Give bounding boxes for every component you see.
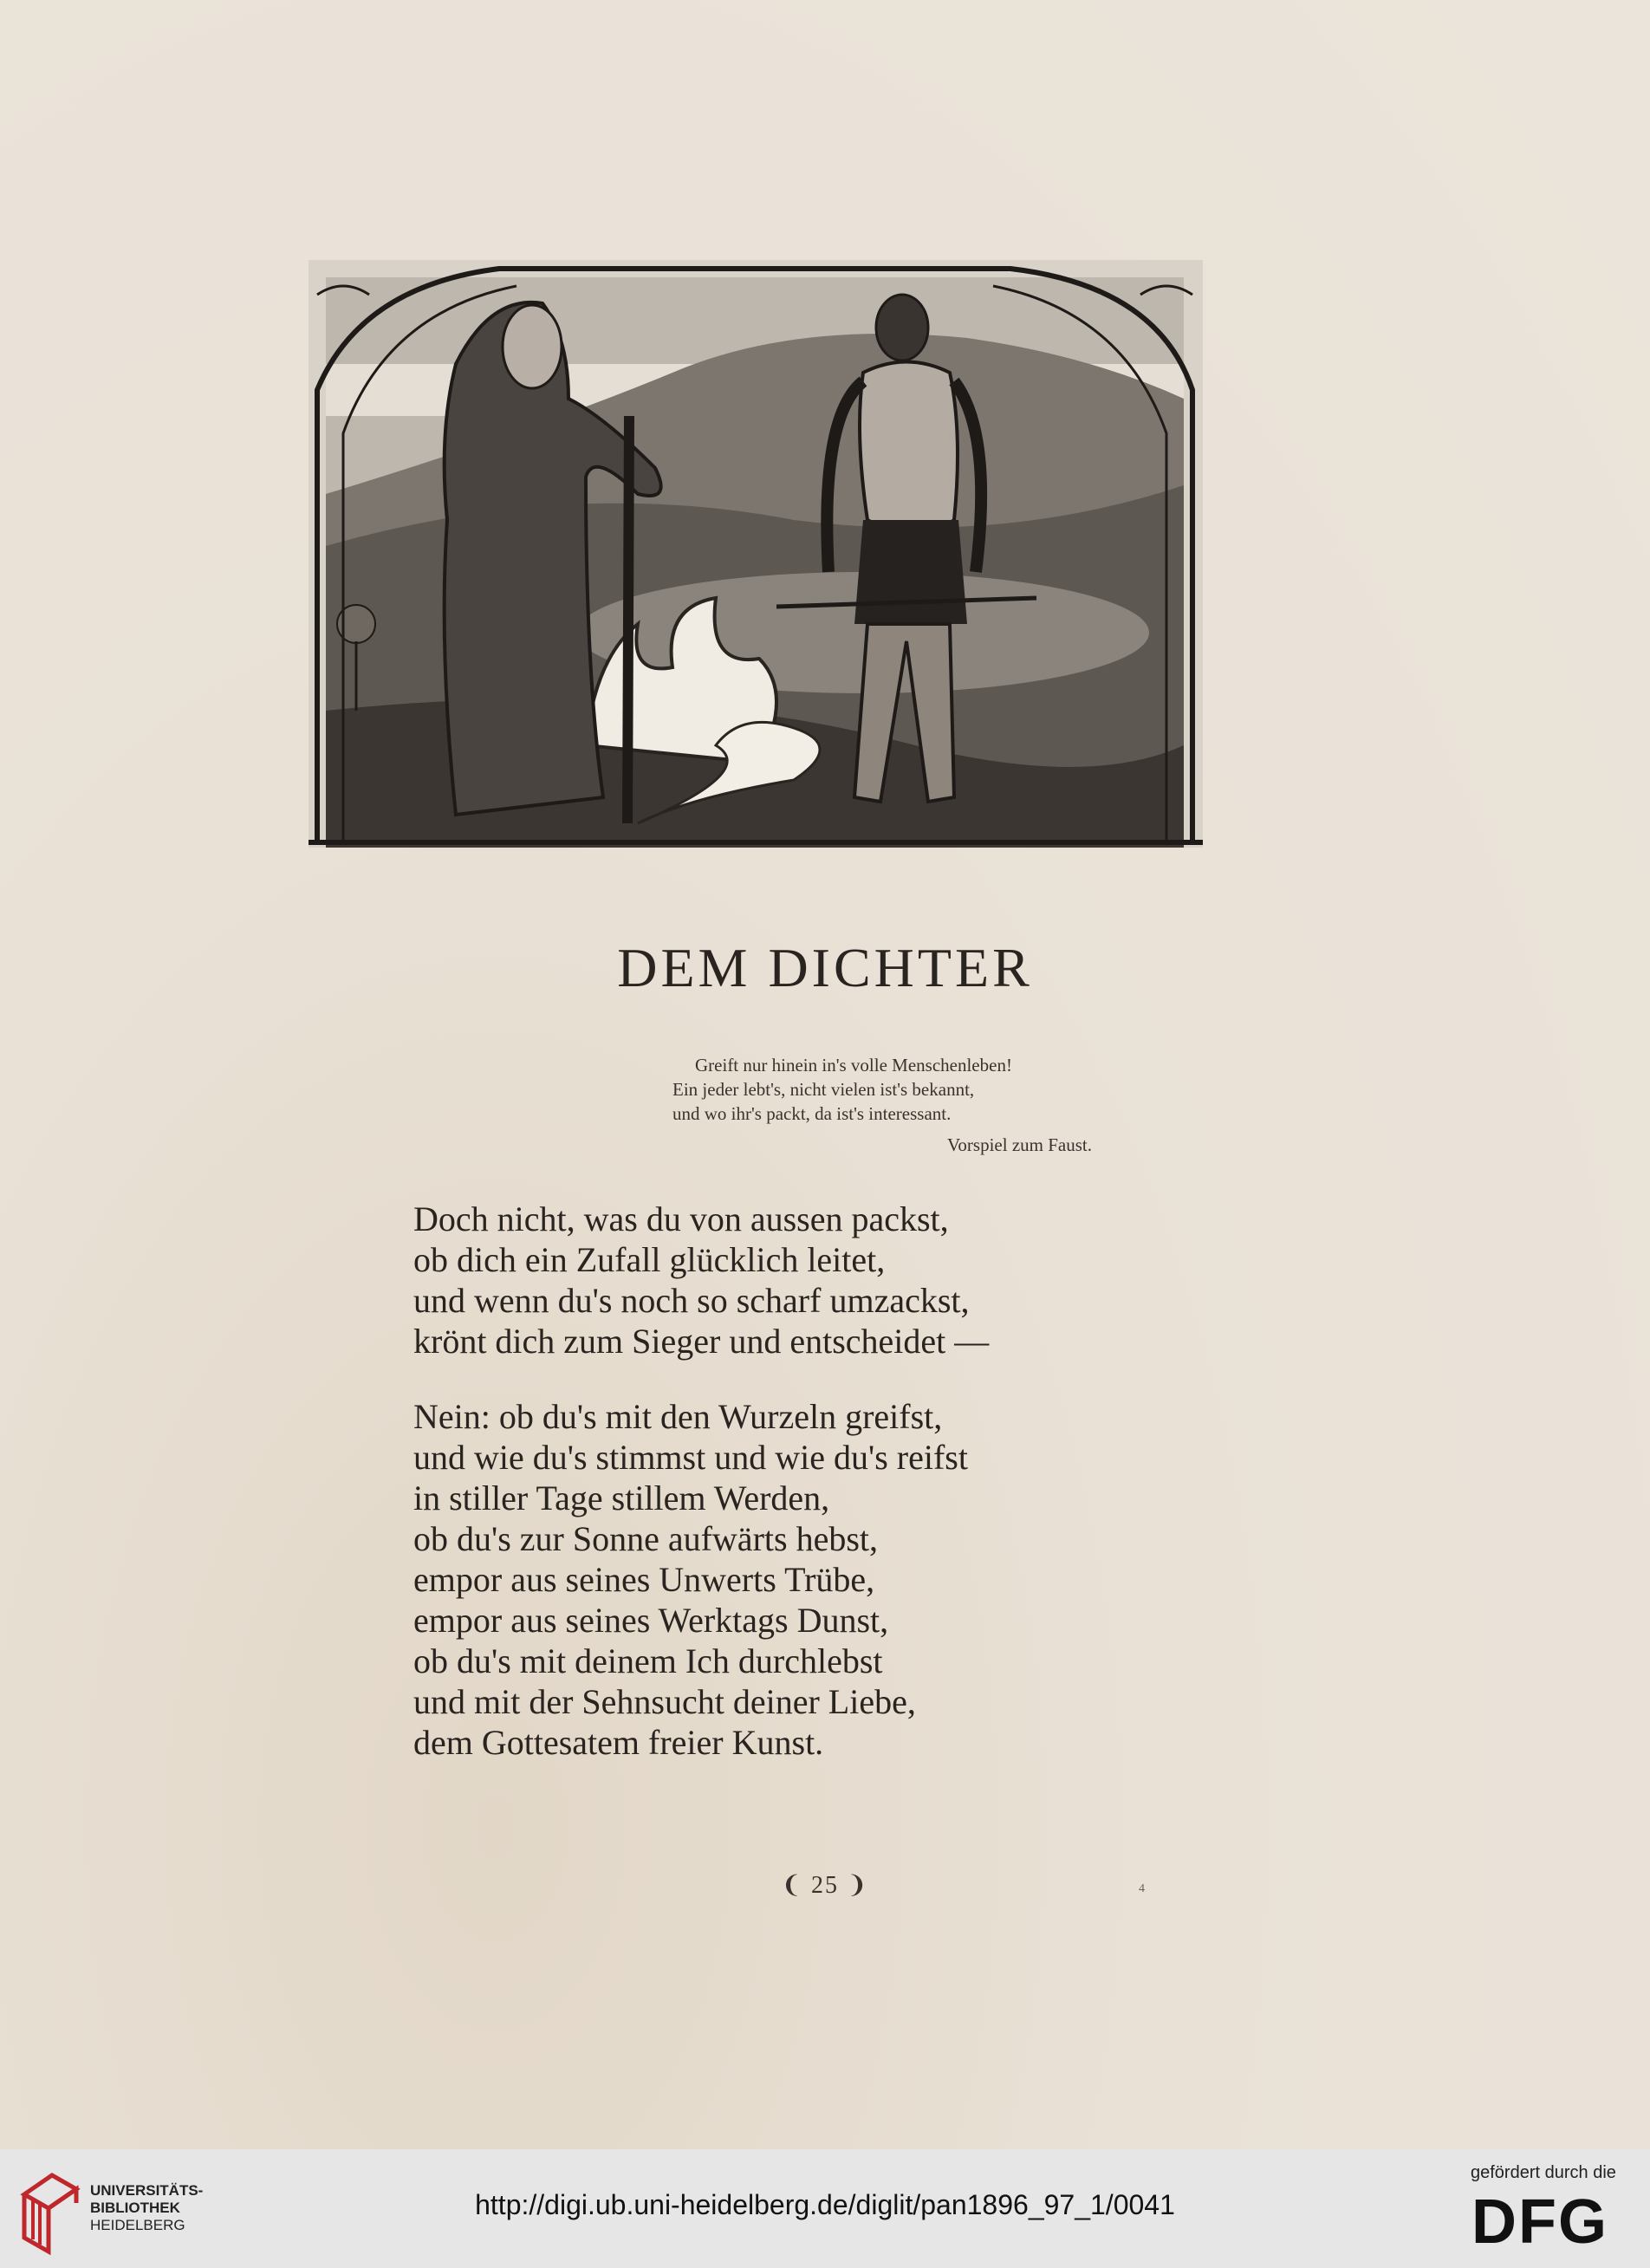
poem-line: ob dich ein Zufall glücklich leitet,	[413, 1240, 886, 1279]
epigraph-line: und wo ihr's packt, da ist's interessant.	[672, 1103, 952, 1124]
epigraph-line: Greift nur hinein in's volle Menschenleben!	[695, 1055, 1012, 1076]
woodcut-illustration	[309, 260, 1203, 848]
poem-body	[413, 1199, 1107, 1797]
poem-line: und mit der Sehnsucht deiner Liebe,	[413, 1682, 916, 1721]
library-name-line: UNIVERSITÄTS-	[90, 2182, 204, 2199]
epigraph-line: Ein jeder lebt's, nicht vielen ist's bekannt,	[672, 1079, 975, 1100]
funded-by-label: gefördert durch die	[1471, 2163, 1616, 2182]
poem-line: Nein: ob du's mit den Wurzeln greifst,	[413, 1397, 943, 1436]
poem-line: und wie du's stimmst und wie du's reifst	[413, 1438, 968, 1477]
page-number: ❨ 25 ❩	[781, 1872, 869, 1899]
poem-line: ob du's zur Sonne aufwärts hebst,	[413, 1519, 878, 1558]
poem-line: ob du's mit deinem Ich durchlebst	[413, 1641, 883, 1680]
epigraph	[659, 1053, 1092, 1157]
stanza-2	[413, 1396, 1107, 1763]
library-name-line: HEIDELBERG	[90, 2217, 185, 2233]
poem-line: und wenn du's noch so scharf umzackst,	[413, 1281, 970, 1320]
margin-mark: 4	[1139, 1882, 1145, 1895]
poem-line: krönt dich zum Sieger und entscheidet —	[413, 1322, 990, 1361]
library-name-line: BIBLIOTHEK	[90, 2200, 180, 2216]
poem-title: DEM DICHTER	[617, 937, 1033, 998]
poem-line: dem Gottesatem freier Kunst.	[413, 1723, 824, 1762]
epigraph-source: Vorspiel zum Faust.	[946, 1134, 1092, 1155]
poem-line: Doch nicht, was du von aussen packst,	[413, 1199, 949, 1238]
stanza-1	[413, 1199, 1107, 1361]
poem-line: empor aus seines Unwerts Trübe,	[413, 1560, 875, 1599]
permalink-url[interactable]: http://digi.ub.uni-heidelberg.de/diglit/pan1896_97_1/0041	[475, 2189, 1175, 2220]
illustration-drawing	[309, 260, 1203, 848]
poem-line: in stiller Tage stillem Werden,	[413, 1478, 830, 1517]
digitization-footer	[0, 2149, 1650, 2268]
dfg-logo[interactable]: DFG	[1471, 2187, 1608, 2257]
poem-line: empor aus seines Werktags Dunst,	[413, 1601, 889, 1640]
